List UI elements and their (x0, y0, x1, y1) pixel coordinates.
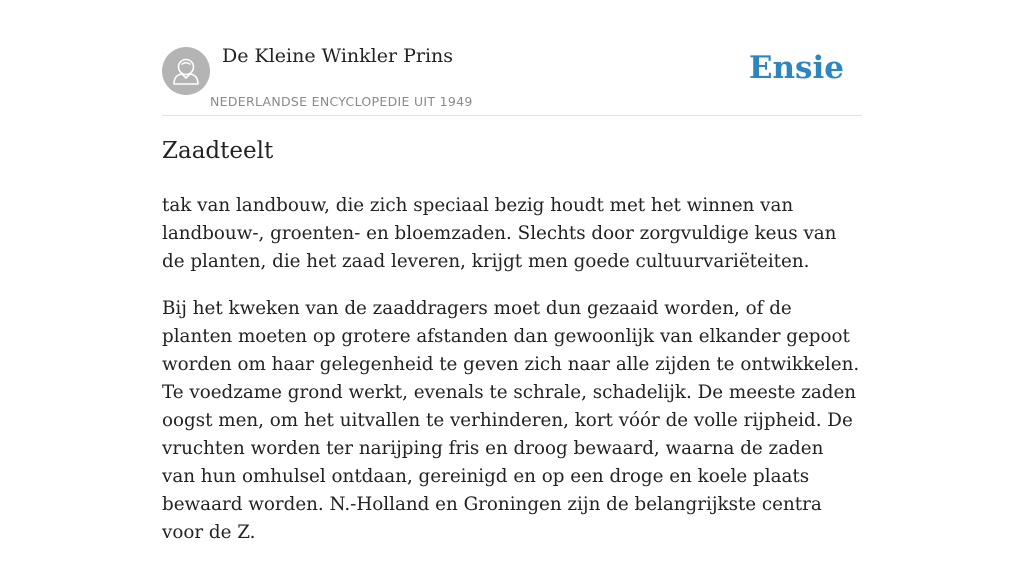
header (162, 40, 862, 116)
site-logo[interactable]: Ensie (748, 50, 844, 86)
author-name[interactable]: De Kleine Winkler Prins (222, 45, 454, 67)
author-subtitle: NEDERLANDSE ENCYCLOPEDIE UIT 1949 (210, 94, 473, 109)
page-title: Zaadteelt (162, 138, 274, 164)
article-body (162, 192, 862, 566)
article-paragraph: Bij het kweken van de zaaddragers moet dun gezaaid worden, of de planten moeten op grotere afstanden dan gewoonlijk van elkander gepoot worden om haar gelegenheid te geven zich naar alle zijden te ontwikkelen. Te voedzame grond werkt, evenals te schrale, schadelijk. De meeste zaden oogst men, om het uitvallen te verhinderen, kort vóór de volle rijpheid. De vruchten worden ter narijping fris en droog bewaard, waarna de zaden van hun omhulsel ontdaan, gereinigd en op een droge en koele plaats bewaard worden. N.-Holland en Groningen zijn de belangrijkste centra voor de Z. (162, 298, 860, 543)
user-icon[interactable] (162, 47, 210, 95)
article-paragraph: tak van landbouw, die zich speciaal bezig houdt met het winnen van landbouw-, groenten- en bloemzaden. Slechts door zorgvuldige keus van de planten, die het zaad leveren, krijgt men goede cultuurvariëteiten. (162, 195, 837, 272)
